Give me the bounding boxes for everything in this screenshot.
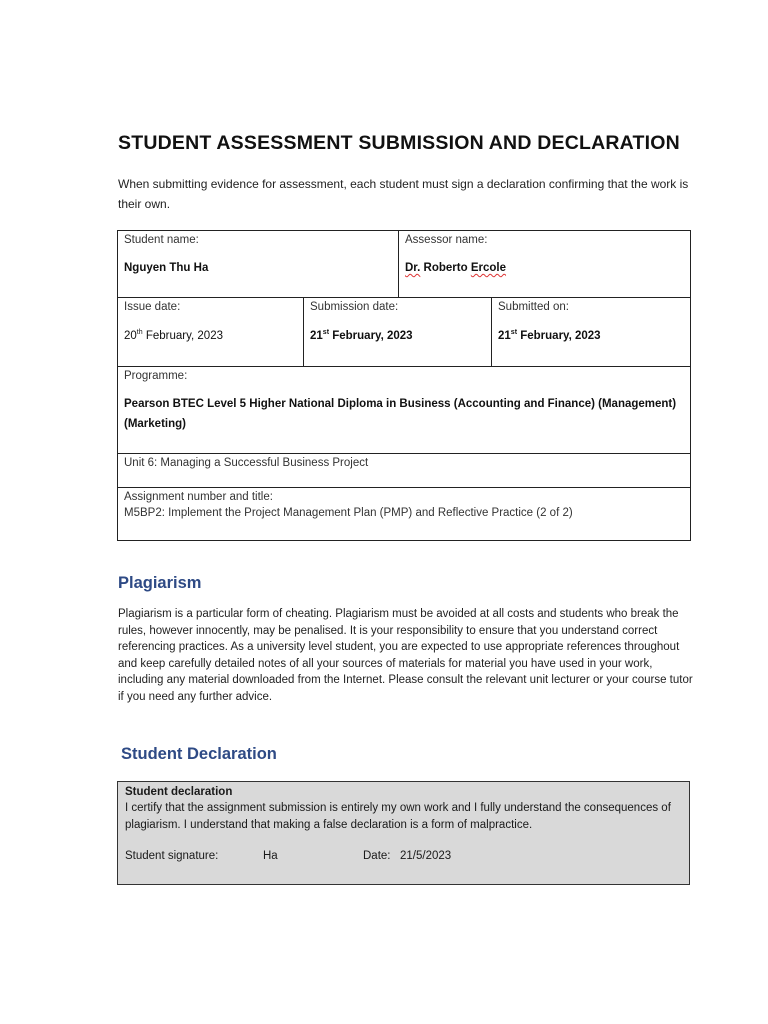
declaration-box (117, 781, 690, 885)
page-title: STUDENT ASSESSMENT SUBMISSION AND DECLARATION (118, 132, 680, 154)
assessor-name-cell (399, 231, 691, 298)
issue-month-year: February, 2023 (145, 329, 223, 342)
assignment-value: M5BP2: Implement the Project Management Plan (PMP) and Reflective Practice (2 of 2) (124, 507, 573, 519)
student-name-cell (118, 231, 399, 298)
submitted-on-label: Submitted on: (498, 301, 569, 313)
declaration-box-title: Student declaration (125, 786, 233, 798)
submitted-on-suffix: st (510, 329, 518, 336)
submitted-on-day: 21 (498, 329, 511, 342)
issue-date-label: Issue date: (124, 301, 181, 313)
submission-date-label: Submission date: (310, 301, 399, 313)
intro-text: When submitting evidence for assessment, each student must sign a declaration confirming that the work is their own. (118, 177, 689, 211)
unit-cell (118, 454, 691, 488)
assessor-first-name: Roberto (423, 262, 468, 274)
signature-label: Student signature: (125, 850, 219, 862)
submission-date-cell (304, 298, 492, 367)
submission-suffix: st (322, 329, 330, 336)
submission-info-table (117, 230, 691, 541)
student-name-label: Student name: (124, 234, 199, 246)
issue-suffix: th (136, 329, 143, 336)
unit-value: Unit 6: Managing a Successful Business Project (124, 457, 369, 469)
submitted-on-month-year: February, 2023 (520, 329, 601, 342)
student-name-value: Nguyen Thu Ha (124, 262, 209, 274)
submission-month-year: February, 2023 (332, 329, 413, 342)
submission-day: 21 (310, 329, 323, 342)
issue-date-value (124, 329, 297, 342)
date-label: Date: (363, 850, 391, 862)
submitted-on-value (498, 329, 684, 342)
plagiarism-text: Plagiarism is a particular form of cheating. Plagiarism must be avoided at all costs and students who break the rules, however innocently, may be penalised. It is your responsibility to ensure that you understand correct referencing practices. As a university level student, you are expected to use appropriate references throughout and keep carefully detailed notes of all your sources of materials for material you have used in your work, including any material downloaded from the Internet. Please consult the relevant unit lecturer or your course tutor if you need any further advice. (118, 608, 693, 703)
date-value: 21/5/2023 (400, 850, 452, 862)
assessor-title: Dr. (405, 262, 421, 274)
assignment-label: Assignment number and title: (124, 491, 273, 503)
programme-cell (118, 367, 691, 454)
declaration-text: I certify that the assignment submission is entirely my own work and I fully understand the consequences of plagiarism. I understand that making a false declaration is a form of malpractice. (125, 802, 671, 831)
issue-day: 20 (124, 329, 137, 342)
issue-date-cell (118, 298, 304, 367)
submitted-on-cell (492, 298, 691, 367)
plagiarism-heading: Plagiarism (118, 574, 202, 592)
assessor-name-label: Assessor name: (405, 234, 488, 246)
assessor-name-value (405, 262, 684, 274)
signature-line (125, 848, 682, 864)
declaration-heading: Student Declaration (121, 745, 277, 763)
programme-value: Pearson BTEC Level 5 Higher National Diploma in Business (Accounting and Finance) (Management) (Marketing) (124, 398, 677, 430)
assignment-cell (118, 488, 691, 541)
submission-date-value (310, 329, 485, 342)
assessor-last-name: Ercole (470, 262, 507, 274)
programme-label: Programme: (124, 370, 188, 382)
signature-value: Ha (263, 850, 278, 862)
